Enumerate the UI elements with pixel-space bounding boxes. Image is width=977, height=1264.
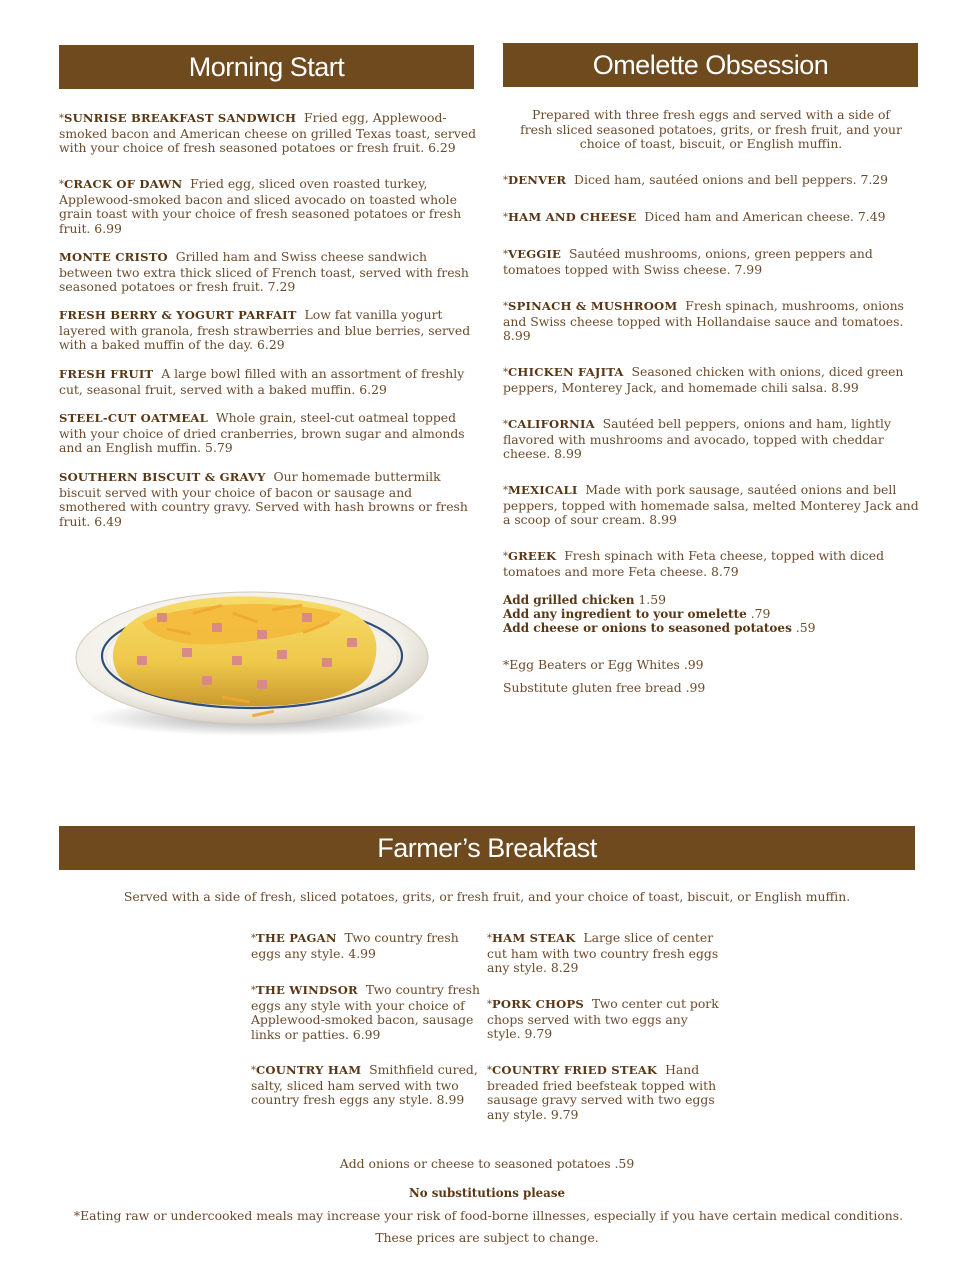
item-name: HAM AND CHEESE bbox=[508, 210, 637, 224]
menu-item bbox=[59, 470, 477, 529]
menu-item bbox=[503, 483, 921, 528]
item-star: * bbox=[503, 367, 508, 378]
item-name: COUNTRY HAM bbox=[256, 1063, 362, 1077]
item-star: * bbox=[503, 419, 508, 430]
item-name: GREEK bbox=[508, 549, 557, 563]
item-description: Fried egg, sliced oven roasted turkey, Applewood-smoked bacon and sliced avocado on toasted whole grain toast with your choice of fresh seasoned potatoes or fresh fruit. 6.99 bbox=[59, 176, 462, 236]
addon-name: Add cheese or onions to seasoned potatoes bbox=[503, 621, 792, 635]
addon-any-ingredient bbox=[503, 607, 923, 622]
item-name: FRESH FRUIT bbox=[59, 367, 154, 381]
item-name: CRACK OF DAWN bbox=[64, 177, 183, 191]
menu-item bbox=[503, 417, 921, 462]
item-description: Sautéed mushrooms, onions, green peppers and tomatoes topped with Swiss cheese. 7.99 bbox=[503, 246, 873, 277]
item-description: Hand breaded fried beefsteak topped with sausage gravy served with two eggs any style. 9.79 bbox=[487, 1062, 717, 1122]
omelette-intro: Prepared with three fresh eggs and served with a side of fresh sliced seasoned potatoes, grits, or fresh fruit, and your choice of toast, biscuit, or English muffin. bbox=[520, 107, 902, 152]
item-description: Fresh spinach with Feta cheese, topped with diced tomatoes and more Feta cheese. 8.79 bbox=[503, 548, 885, 579]
addon-grilled-chicken bbox=[503, 593, 923, 608]
item-description: A large bowl filled with an assortment of freshly cut, seasonal fruit, served with a baked muffin. 6.29 bbox=[59, 366, 465, 397]
menu-item bbox=[487, 931, 719, 976]
menu-item bbox=[251, 983, 483, 1042]
item-name: COUNTRY FRIED STEAK bbox=[492, 1063, 658, 1077]
menu-item bbox=[487, 997, 719, 1042]
item-description: Smithfield cured, salty, sliced ham served with two country fresh eggs any style. 8.99 bbox=[251, 1062, 478, 1108]
addon-price: 1.59 bbox=[638, 592, 666, 607]
item-name: DENVER bbox=[508, 173, 567, 187]
item-description: Grilled ham and Swiss cheese sandwich between two extra thick sliced of French toast, served with fresh seasoned potatoes or fresh fruit. 7.29 bbox=[59, 249, 469, 295]
item-star: * bbox=[487, 1065, 492, 1076]
menu-item bbox=[59, 177, 477, 236]
addon-name: Add any ingredient to your omelette bbox=[503, 607, 747, 621]
item-name: THE WINDSOR bbox=[256, 983, 358, 997]
addon-price: .59 bbox=[795, 620, 816, 635]
addon-price: .79 bbox=[750, 606, 771, 621]
item-name: SPINACH & MUSHROOM bbox=[508, 299, 678, 313]
item-star: * bbox=[251, 933, 256, 944]
item-star: * bbox=[251, 1065, 256, 1076]
item-description: Fried egg, Applewood-smoked bacon and American cheese on grilled Texas toast, served with your choice of fresh seasoned potatoes or fresh fruit. 6.29 bbox=[59, 110, 477, 156]
item-name: SUNRISE BREAKFAST SANDWICH bbox=[64, 111, 297, 125]
menu-item bbox=[503, 247, 921, 277]
item-description: Fresh spinach, mushrooms, onions and Swiss cheese topped with Hollandaise sauce and tomatoes. 8.99 bbox=[503, 298, 904, 344]
prices-note: These prices are subject to change. bbox=[375, 1230, 599, 1245]
farmers-breakfast-banner: Farmer’s Breakfast bbox=[59, 826, 915, 870]
item-description: Made with pork sausage, sautéed onions and bell peppers, topped with homemade salsa, melted Monterey Jack and a scoop of sour cream. 8.99 bbox=[503, 482, 919, 528]
farmers-intro: Served with a side of fresh, sliced potatoes, grits, or fresh fruit, and your choice of toast, biscuit, or English muffin. bbox=[123, 889, 851, 904]
item-name: FRESH BERRY & YOGURT PARFAIT bbox=[59, 308, 297, 322]
menu-item bbox=[487, 1063, 719, 1122]
morning-start-banner: Morning Start bbox=[59, 45, 474, 89]
item-description: Large slice of center cut ham with two country fresh eggs any style. 8.29 bbox=[487, 930, 719, 976]
item-star: * bbox=[251, 985, 256, 996]
item-description: Our homemade buttermilk biscuit served with your choice of bacon or sausage and smothered with country gravy. Served with hash browns or fresh fruit. 6.49 bbox=[59, 469, 468, 529]
item-star: * bbox=[503, 212, 508, 223]
menu-item bbox=[503, 365, 921, 395]
item-description: Two center cut pork chops served with two eggs any style. 9.79 bbox=[487, 996, 719, 1042]
menu-item bbox=[59, 367, 477, 397]
item-star: * bbox=[503, 551, 508, 562]
item-star: * bbox=[503, 301, 508, 312]
addon-name: Add grilled chicken bbox=[503, 593, 635, 607]
item-star: * bbox=[59, 113, 64, 124]
menu-item bbox=[503, 549, 921, 579]
add-onions-note: Add onions or cheese to seasoned potatoes .59 bbox=[339, 1156, 635, 1171]
omelette-obsession-banner: Omelette Obsession bbox=[503, 43, 918, 87]
addon-cheese-onions bbox=[503, 621, 923, 636]
item-name: SOUTHERN BISCUIT & GRAVY bbox=[59, 470, 266, 484]
item-star: * bbox=[503, 485, 508, 496]
menu-item bbox=[503, 210, 921, 226]
item-name: STEEL-CUT OATMEAL bbox=[59, 411, 208, 425]
item-name: MONTE CRISTO bbox=[59, 250, 168, 264]
menu-item bbox=[59, 111, 477, 156]
omelette-plate-image bbox=[72, 578, 432, 738]
item-description: Seasoned chicken with onions, diced green peppers, Monterey Jack, and homemade chili salsa. 8.99 bbox=[503, 364, 904, 395]
menu-item bbox=[251, 931, 483, 961]
item-star: * bbox=[59, 179, 64, 190]
item-star: * bbox=[487, 933, 492, 944]
item-star: * bbox=[503, 175, 508, 186]
item-description: Diced ham and American cheese. 7.49 bbox=[644, 209, 886, 224]
item-name: VEGGIE bbox=[508, 247, 562, 261]
food-safety-disclaimer: *Eating raw or undercooked meals may increase your risk of food-borne illnesses, especially if you have certain medical conditions. bbox=[73, 1208, 904, 1223]
item-name: HAM STEAK bbox=[492, 931, 576, 945]
item-name: PORK CHOPS bbox=[492, 997, 584, 1011]
item-name: CALIFORNIA bbox=[508, 417, 595, 431]
menu-item bbox=[59, 308, 477, 353]
item-description: Whole grain, steel-cut oatmeal topped with your choice of dried cranberries, brown sugar and almonds and an English muffin. 5.79 bbox=[59, 410, 465, 456]
item-star: * bbox=[487, 999, 492, 1010]
item-description: Two country fresh eggs any style with your choice of Applewood-smoked bacon, sausage links or patties. 6.99 bbox=[251, 982, 480, 1042]
item-star: * bbox=[503, 249, 508, 260]
item-description: Two country fresh eggs any style. 4.99 bbox=[251, 930, 459, 961]
item-description: Sautéed bell peppers, onions and ham, lightly flavored with mushrooms and avocado, topped with cheddar cheese. 8.99 bbox=[503, 416, 891, 462]
menu-item bbox=[251, 1063, 483, 1108]
item-name: THE PAGAN bbox=[256, 931, 337, 945]
item-name: MEXICALI bbox=[508, 483, 578, 497]
menu-item bbox=[503, 173, 921, 189]
menu-item bbox=[59, 250, 477, 295]
egg-beaters-note: *Egg Beaters or Egg Whites .99 bbox=[503, 657, 704, 672]
gluten-free-note: Substitute gluten free bread .99 bbox=[503, 680, 706, 695]
menu-item bbox=[59, 411, 477, 456]
item-description: Low fat vanilla yogurt layered with granola, fresh strawberries and blue berries, served with a baked muffin of the day. 6.29 bbox=[59, 307, 471, 353]
item-name: CHICKEN FAJITA bbox=[508, 365, 624, 379]
no-substitutions-note: No substitutions please bbox=[409, 1186, 565, 1200]
menu-item bbox=[503, 299, 921, 344]
item-description: Diced ham, sautéed onions and bell peppers. 7.29 bbox=[574, 172, 889, 187]
